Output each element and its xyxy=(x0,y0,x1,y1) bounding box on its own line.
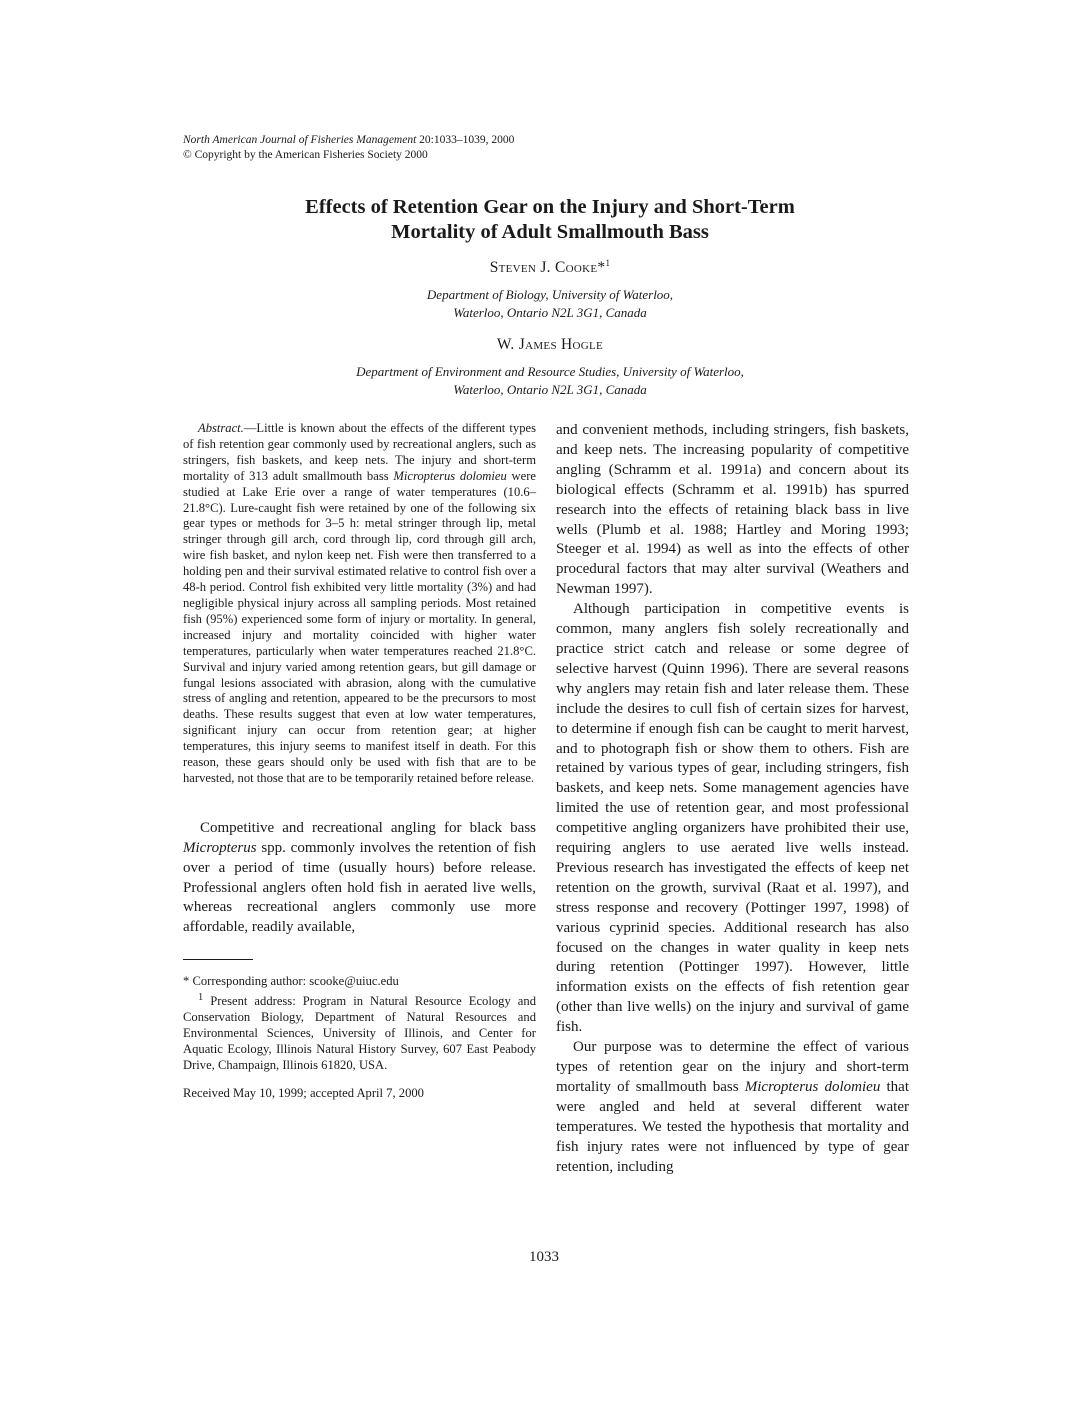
affiliation-line: Waterloo, Ontario N2L 3G1, Canada xyxy=(453,382,647,397)
present-address-text: Present address: Program in Natural Resource Ecology and Conservation Biology, Department of Natural Resources and Environmental Sciences, University of Illinois, and Center for Aquatic Ecology, Illinois Natural History Survey, 607 East Peabody Drive, Champaign, Illinois 61820, USA. xyxy=(183,994,536,1072)
right-column xyxy=(556,421,909,1177)
corresponding-author-footnote: * Corresponding author: scooke@uiuc.edu xyxy=(183,974,399,989)
abstract-text: —Little is known about the effects of the different types of fish retention gear commonly used by recreational anglers, such as stringers, fish baskets, and keep nets. The injury and short-term mortality of 313 adult smallmouth bass xyxy=(183,421,536,483)
received-dates: Received May 10, 1999; accepted April 7, 2000 xyxy=(183,1085,424,1100)
intro-text: spp. commonly involves the retention of fish over a period of time (usually hours) before release. Professional anglers often hold fish in aerated live wells, whereas recreational anglers commonly use more affordable, readily available, xyxy=(183,839,536,936)
journal-citation: 20:1033–1039, 2000 xyxy=(416,134,515,146)
affiliation-line: Department of Environment and Resource Studies, University of Waterloo, xyxy=(356,364,744,379)
journal-name: North American Journal of Fisheries Management xyxy=(183,134,417,146)
footnote-marker: 1 xyxy=(198,992,204,1004)
article-title xyxy=(200,195,900,245)
affiliation-line: Waterloo, Ontario N2L 3G1, Canada xyxy=(453,305,647,320)
present-address-footnote xyxy=(183,990,536,1074)
title-line-2: Mortality of Adult Smallmouth Bass xyxy=(391,221,709,243)
journal-header xyxy=(183,133,514,163)
author-1-marker: 1 xyxy=(605,258,611,268)
author-2-affiliation xyxy=(200,363,900,399)
body-species: Micropterus dolomieu xyxy=(744,1078,881,1095)
author-2-name: W. James Hogle xyxy=(496,336,604,353)
intro-text: Competitive and recreational angling for black bass xyxy=(200,819,536,836)
body-text: that were angled and held at several different water temperatures. We tested the hypothesis that mortality and fish injury rates were not influenced by type of gear retention, including xyxy=(556,1078,909,1175)
body-paragraph-2: Although participation in competitive events is common, many anglers fish solely recreationally and practice strict catch and release or some degree of selective harvest (Quinn 1996). There are several reasons why anglers may retain fish and later release them. These include the desires to cull fish of certain sizes for harvest, to determine if enough fish can be caught to merit harvest, and to photograph fish or show them to others. Fish are retained by various types of gear, including stringers, fish baskets, and keep nets. Some management agencies have limited the use of retention gear, and most professional competitive angling organizers have prohibited their use, requiring anglers to use aerated live wells instead. Previous research has investigated the effects of keep net retention on the growth, survival (Raat et al. 1997), and stress response and recovery (Pottinger 1997, 1998) of various cyprinid species. Additional research has also focused on the changes in water quality in keep nets during retention (Pottinger 1997). However, little information exists on the effects of fish retention gear (other than live wells) on the injury and survival of game fish. xyxy=(556,601,909,1036)
abstract-label: Abstract. xyxy=(198,421,244,435)
abstract-text: were studied at Lake Erie over a range of water temperatures (10.6–21.8°C). Lure-caught fish were retained by one of the following six gear types or methods for 3–5 h: metal stringer through lip, metal stringer through gill arch, cord through lip, cord through gill arch, wire fish basket, and nylon keep net. Fish were then transferred to a holding pen and their survival estimated relative to control fish over a 48-h period. Control fish exhibited very little mortality (3%) and had negligible physical injury across all sampling periods. Most retained fish (95%) experienced some form of injury or mortality. In general, increased injury and mortality coincided with higher water temperatures, particularly when water temperatures reached 21.8°C. Survival and injury varied among retention gears, but gill damage or fungal lesions associated with abrasion, along with the cumulative stress of angling and retention, appeared to be the precursors to most deaths. These results suggest that even at low water temperatures, significant injury can occur from retention gear; at higher temperatures, this injury seems to manifest itself in death. For this reason, these gears should only be used with fish that are to be harvested, not those that are to be temporarily retained before release. xyxy=(183,468,537,785)
abstract xyxy=(183,421,536,787)
intro-genus: Micropterus xyxy=(183,839,257,856)
body-paragraph-1: and convenient methods, including stringers, fish baskets, and keep nets. The increasing popularity of competitive angling (Schramm et al. 1991a) and concern about its biological effects (Schramm et al. 1991b) has spurred research into the effects of retaining black bass in live wells (Plumb et al. 1988; Hartley and Moring 1993; Steeger et al. 1994) as well as into the effects of other procedural factors that may alter survival (Weathers and Newman 1997). xyxy=(556,422,909,598)
affiliation-line: Department of Biology, University of Waterloo, xyxy=(426,287,674,302)
left-column xyxy=(183,421,536,1102)
abstract-species: Micropterus dolomieu xyxy=(393,468,507,483)
footnote-rule xyxy=(183,959,253,960)
body-paragraph-3 xyxy=(556,1038,909,1177)
author-1 xyxy=(200,258,900,277)
author-1-name: Steven J. Cooke* xyxy=(489,259,606,277)
author-1-affiliation xyxy=(200,286,900,322)
body-text: Our purpose was to determine the effect of various types of retention gear on the injury and short-term mortality of smallmouth bass xyxy=(556,1039,909,1095)
author-2 xyxy=(200,336,900,354)
title-line-1: Effects of Retention Gear on the Injury and Short-Term xyxy=(305,196,795,218)
copyright-line: © Copyright by the American Fisheries Society 2000 xyxy=(183,149,428,161)
intro-paragraph xyxy=(183,819,536,938)
page-number: 1033 xyxy=(529,1249,559,1265)
journal-citation-line xyxy=(183,133,514,148)
